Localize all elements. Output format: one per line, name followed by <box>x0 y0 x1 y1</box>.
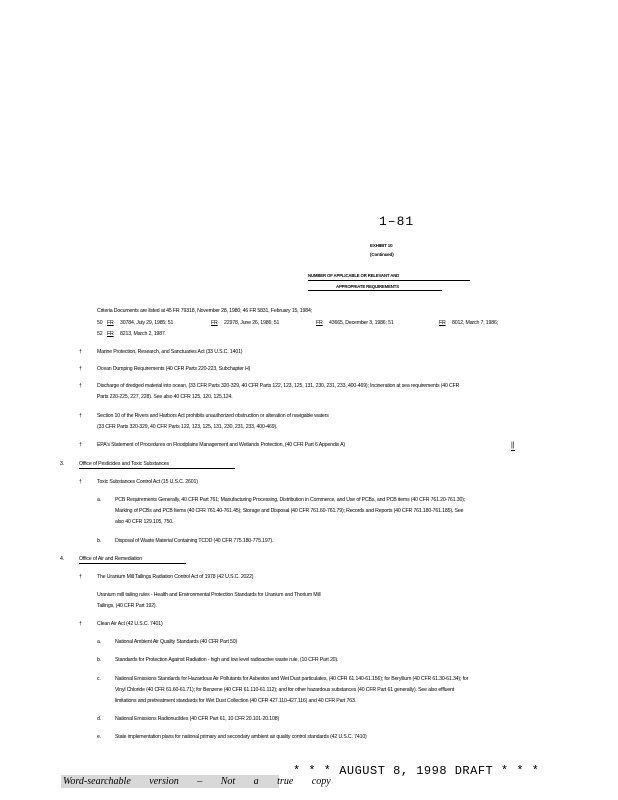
heading-line2: APPROPRIATE REQUIREMENTS <box>336 284 399 289</box>
item-label: b. <box>97 538 102 544</box>
criteria-row2-c8: FR <box>439 320 446 326</box>
exhibit-title: EXHIBIT 10 <box>370 243 393 248</box>
item-text-cont: also 40 CFR 129.105, 750. <box>115 519 174 525</box>
item-text: National Emissions Standards for Hazardous Air Pollutants for Asbestos and Wet Dust particulates, (40 CFR 61.140-61.156); for Beryllium (40 CFR 61.30-61.34); for <box>115 676 469 682</box>
bullet-mark: † <box>79 413 82 419</box>
criteria-row2-c2: FR <box>107 320 114 326</box>
section3-title: Office of Pesticides and Toxic Substances <box>79 461 169 467</box>
bullet-text: Section 10 of the Rivers and Harbors Act prohibits unauthorized obstruction or alteration of navigable waters <box>97 413 329 419</box>
bullet-text: EPA's Statement of Procedures on Floodplains Management and Wetlands Protection, (40 CFR Part 6 Appendix A) <box>97 442 346 448</box>
item-text-cont: limitations and pretreatment standards for Wet Dust Collection (40 CFR 427.110-427.116) and 40 CFR Part 763. <box>115 698 356 704</box>
bullet-text: The Uranium Mill Tailings Radiation Control Act of 1978 (42 U.S.C. 2022) <box>97 574 254 580</box>
footer-draft-stamp: * * * AUGUST 8, 1998 DRAFT * * * <box>293 764 540 778</box>
item-text-cont: Vinyl Chloride (40 CFR 61.60-61.71); for Benzene (40 CFR 61.110-61.112); and for other hazardous substances (40 CFR Part 61 generally). See also effluent <box>115 687 455 693</box>
bullet-text: Discharge of dredged material into ocean, (33 CFR Parts 320-329, 40 CFR Parts 122, 123, 125, 131, 230, 231, 233, 400-469); Incineration at sea requirements (40 CFR <box>97 383 460 389</box>
criteria-row2-c6: FR <box>316 320 323 326</box>
item-text: Standards for Protection Against Radiation - high and low level radioactive waste rule, (10 CFR Part 20). <box>115 657 339 663</box>
item-text: National Ambient Air Quality Standards (40 CFR Part 50) <box>115 639 238 645</box>
bullet-mark: † <box>79 349 82 355</box>
criteria-row3-c2: FR <box>107 331 114 337</box>
bullet-mark: † <box>79 366 82 372</box>
item-text: National Emissions Radionuclides (40 CFR Part 61, 10 CFR 20.101-20.108) <box>115 716 280 722</box>
item-text-cont: Marking of PCBs and PCB Items (40 CFR 761.40-761.45); Storage and Disposal (40 CFR 761.60-761.79); Records and Reports (40 CFR 761.180-761.185). See <box>115 508 464 514</box>
uranium-note: Uranium mill tailing rules - Health and Environmental Protection Standards for Uranium and Thorium Mill <box>97 592 321 598</box>
bullet-text-cont: Parts 220-225, 227, 228). See also 40 CFR 125, 120, 125.124. <box>97 394 233 400</box>
criteria-row3-c3: 8213, March 2, 1987. <box>120 331 167 337</box>
bullet-mark: † <box>79 479 82 485</box>
footer-disclaimer: Word-searchable version – Not a true copy <box>63 776 331 787</box>
item-label: b. <box>97 657 102 663</box>
item-label: d. <box>97 716 102 722</box>
heading-line1: NUMBER OF APPLICABLE OR RELEVANT AND <box>308 273 400 278</box>
criteria-row3-c1: 52 <box>97 331 103 337</box>
item-text: PCB Requirements Generally, 40 CFR Part 761; Manufacturing Processing, Distribution in Commerce, and Use of PCBs, and PCB items (40 CFR 761.20-761.30); <box>115 497 466 503</box>
heading-rule-2 <box>308 290 442 291</box>
item-label: a. <box>97 639 102 645</box>
uranium-note-cont: Tailings, (40 CFR Part 192). <box>97 603 157 609</box>
criteria-row2-c1: 50 <box>97 320 103 326</box>
exhibit-continued: (Continued) <box>370 252 394 257</box>
bullet-mark: † <box>79 383 82 389</box>
section4-number: 4. <box>60 556 65 562</box>
bullet-text: Toxic Substances Control Act (15 U.S.C. 2601) <box>97 479 198 485</box>
section3-number: 3. <box>60 461 65 467</box>
item-text: State implementation plans for national primary and secondary ambient air quality control standards (42 U.S.C. 7410) <box>115 734 367 740</box>
section4-title-rule <box>79 563 186 564</box>
heading-rule-1 <box>308 280 470 281</box>
revision-bar-rule <box>511 450 515 451</box>
bullet-text: Marine Protection, Research, and Sanctuaries Act (33 U.S.C. 1401) <box>97 349 243 355</box>
bullet-text-cont: (33 CFR Parts 320-329, 40 CFR Parts 122, 123, 125, 131, 230, 231, 233, 400-469). <box>97 424 278 430</box>
bullet-text: Ocean Dumping Requirements (40 CFR Parts 220-223, Subchapter H) <box>97 366 251 372</box>
criteria-row2-c5: 22978, June 26, 1986; 51 <box>224 320 280 326</box>
section4-title: Office of Air and Remediation <box>79 556 143 562</box>
criteria-row2-c4: FR <box>211 320 218 326</box>
item-text: Disposal of Waste Material Containing TCDD (40 CFR 775.180-775.197). <box>115 538 274 544</box>
criteria-row2-c3: 30784, July 29, 1985; 51 <box>120 320 174 326</box>
bullet-mark: † <box>79 442 82 448</box>
criteria-line1: Criteria Documents are listed at 45 FR 79318, November 28, 1980; 46 FR 5831, February 15, 1984; <box>97 308 312 314</box>
bullet-mark: † <box>79 621 82 627</box>
criteria-row2-c9: 8012, March 7, 1986; <box>452 320 499 326</box>
criteria-row2-c7: 43665, December 3, 1986; 51 <box>329 320 394 326</box>
bullet-mark: † <box>79 574 82 580</box>
page-number: 1–81 <box>379 214 415 229</box>
section3-title-rule <box>79 468 235 469</box>
item-label: e. <box>97 734 102 740</box>
bullet-text: Clean Air Act (42 U.S.C. 7401) <box>97 621 163 627</box>
item-label: a. <box>97 497 102 503</box>
item-label: c. <box>97 676 101 682</box>
revision-bar: || <box>511 442 515 449</box>
